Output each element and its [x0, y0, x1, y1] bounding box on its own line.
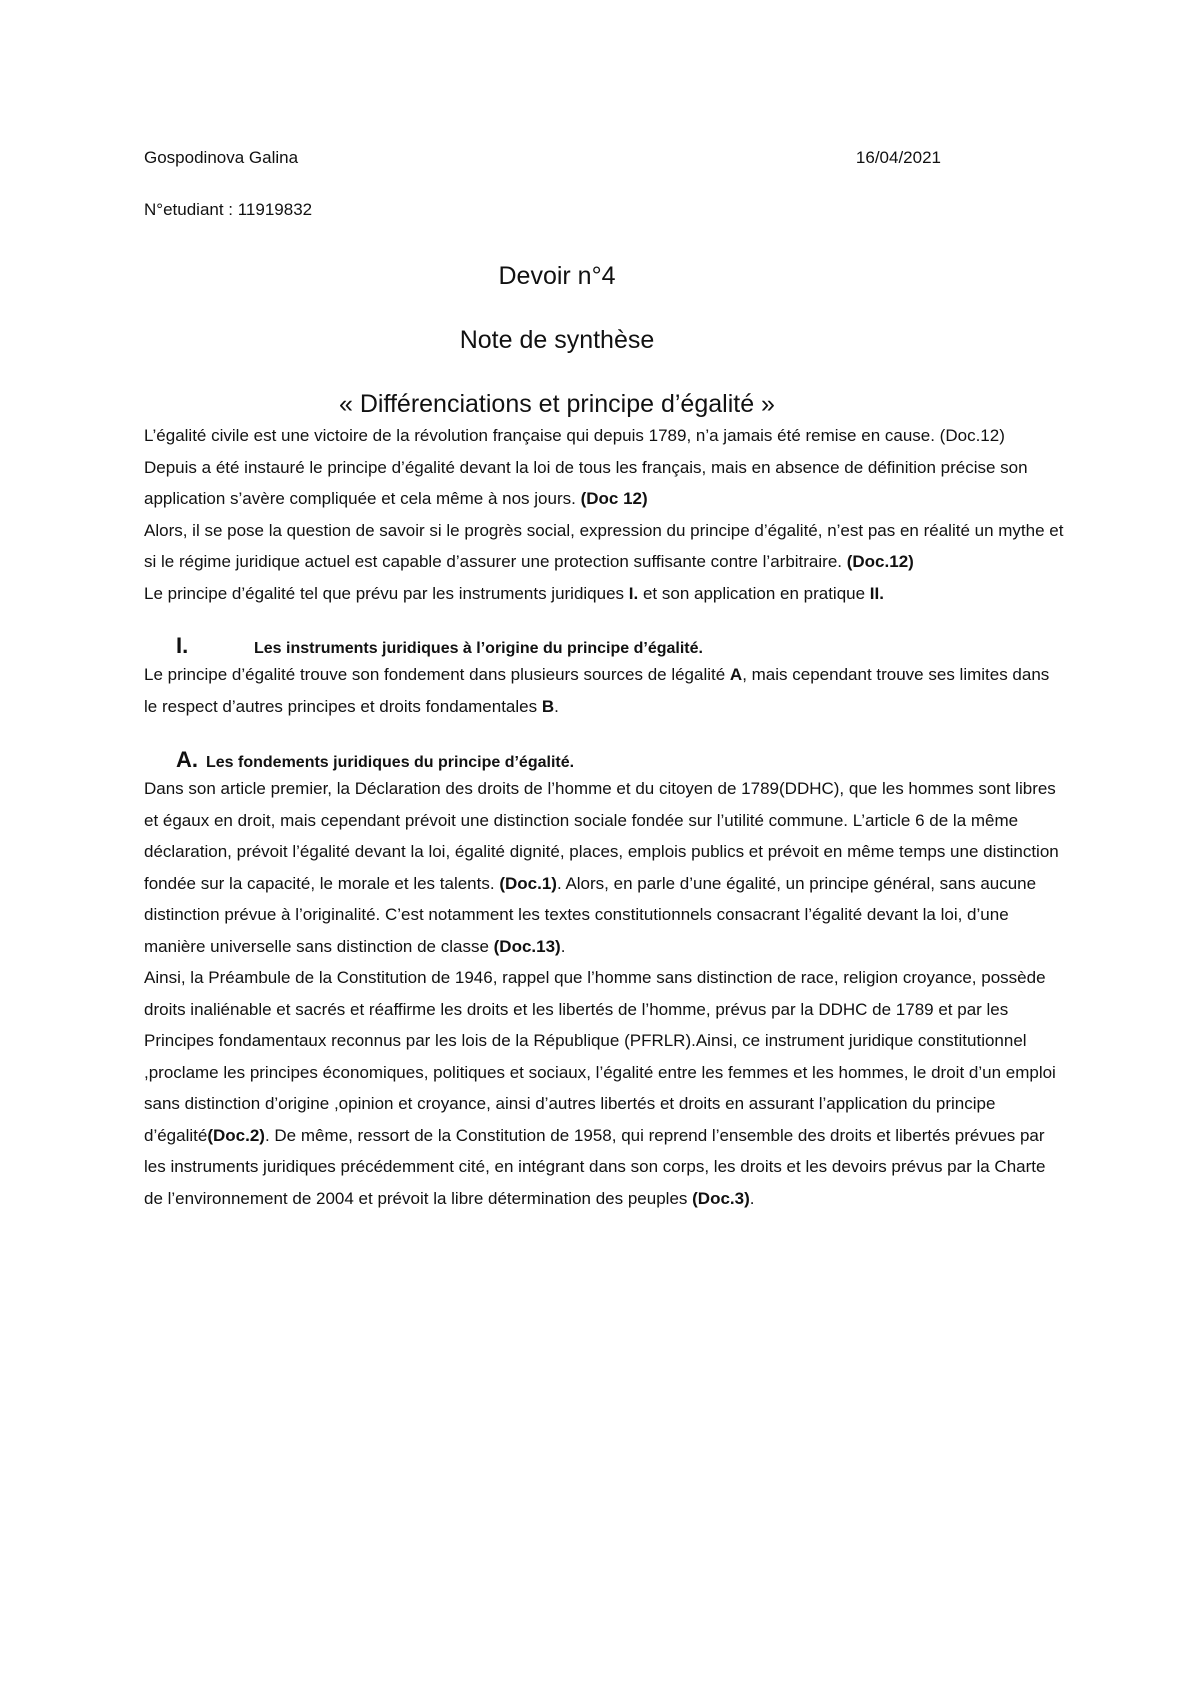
paragraph-text: . De même, ressort de la Constitution de 1958, qui reprend l’ensemble des droits et libertés prévues par les instruments juridiques précédemment cité, en intégrant dans son corps, les droits et les devoirs prévus par la Charte de l’environnement de 2004 et prévoit la libre détermination des peuples [144, 1125, 1046, 1208]
section-number: I. [176, 633, 189, 658]
section-heading-1 [144, 633, 1064, 659]
paragraph-text: Depuis a été instauré le principe d’égalité devant la loi de tous les français, mais en absence de définition précise son application s’avère compliquée et cela même à nos jours. [144, 457, 1028, 508]
document-type-title: Note de synthèse [459, 326, 655, 354]
plan-part-reference: A [729, 665, 743, 684]
paragraph-text: et son application en pratique [638, 583, 870, 603]
plan-part-reference: I. [628, 583, 639, 603]
document-reference: (Doc.13) [493, 936, 561, 956]
paragraph-text: Ainsi, la Préambule de la Constitution de 1946, rappel que l’homme sans distinction de race, religion croyance, possède droits inaliénable et sacrés et réaffirme les droits et les libertés de l’homme, prévus par la DDHC de 1789 et par les Principes fondamentaux reconnus par les lois de la République (PFRLR).Ainsi, ce instrument juridique constitutionnel ,proclame les principes économiques, politiques et sociaux, l’égalité entre les femmes et les hommes, le droit d’un emploi sans distinction d’origine ,opinion et croyance, ainsi d’autres libertés et droits en assurant l’application du principe d’égalité [144, 968, 1056, 1145]
subject-title: « Différenciations et principe d’égalité » [339, 390, 775, 418]
subsection-letter: A. [176, 747, 198, 772]
plan-part-reference: B [541, 696, 555, 716]
paragraph-text: , mais cependant trouve ses limites dans le respect d’autres principes et droits fondamentales [144, 665, 1050, 716]
section-title: Les instruments juridiques à l’origine du principe d’égalité. [254, 640, 703, 657]
paragraph-text: Le principe d’égalité trouve son fondement dans plusieurs sources de légalité [144, 665, 730, 684]
header-row [144, 146, 941, 170]
assignment-title: Devoir n°4 [498, 262, 616, 290]
paragraph-text: Dans son article premier, la Déclaration des droits de l’homme et du citoyen de 1789(DDHC), que les hommes sont libres et égaux en droit, mais cependant prévoit une distinction sociale fondée sur l’utilité commune. L’article 6 de la même déclaration, prévoit l’égalité devant la loi, égalité dignité, places, emplois publics et prévoit en même temps une distinction fondée sur la capacité, le morale et les talents. [144, 779, 1059, 893]
document-reference: (Doc 12) [580, 489, 648, 508]
document-reference: (Doc.1) [499, 873, 557, 893]
paragraph-intro [144, 420, 1064, 452]
paragraph-text: . [749, 1188, 755, 1208]
author-name: Gospodinova Galina [144, 148, 299, 167]
paragraph-plan [144, 578, 1064, 610]
document-date: 16/04/2021 [855, 148, 941, 167]
document-reference: (Doc.12) [846, 552, 914, 571]
document-reference: (Doc.2) [207, 1125, 265, 1145]
paragraph-text: . [554, 696, 559, 716]
document-content [144, 146, 1064, 1214]
paragraph-text: . [560, 936, 566, 956]
paragraph-text: . Alors, en parle d’une égalité, un principe général, sans aucune distinction prévue à l’originalité. C’est notamment les textes constitutionnels consacrant l’égalité devant la loi, d’une manière universelle sans distinction de classe [144, 873, 1037, 956]
paragraph-text: Alors, il se pose la question de savoir si le progrès social, expression du principe d’égalité, n’est pas en réalité un mythe et si le régime juridique actuel est capable d’assurer une protection suffisante contre l’arbitraire. [144, 520, 1064, 571]
paragraph-preambule [144, 962, 1064, 1214]
paragraph-text: L’égalité civile est une victoire de la révolution française qui depuis 1789, n’a jamais été remise en cause. (Doc.12) [144, 426, 1005, 445]
document-reference: (Doc.3) [692, 1188, 750, 1208]
student-number: N°etudiant : 11919832 [144, 200, 313, 219]
paragraph-ddhc [144, 773, 1064, 962]
paragraph-question [144, 515, 1064, 578]
paragraph-section-1-intro [144, 659, 1064, 722]
paragraph-text: Le principe d’égalité tel que prévu par les instruments juridiques [144, 583, 629, 603]
section-heading-a [144, 747, 1064, 773]
subsection-title: Les fondements juridiques du principe d’égalité. [206, 754, 575, 771]
paragraph-context [144, 452, 1064, 515]
plan-part-reference: II. [869, 583, 884, 603]
